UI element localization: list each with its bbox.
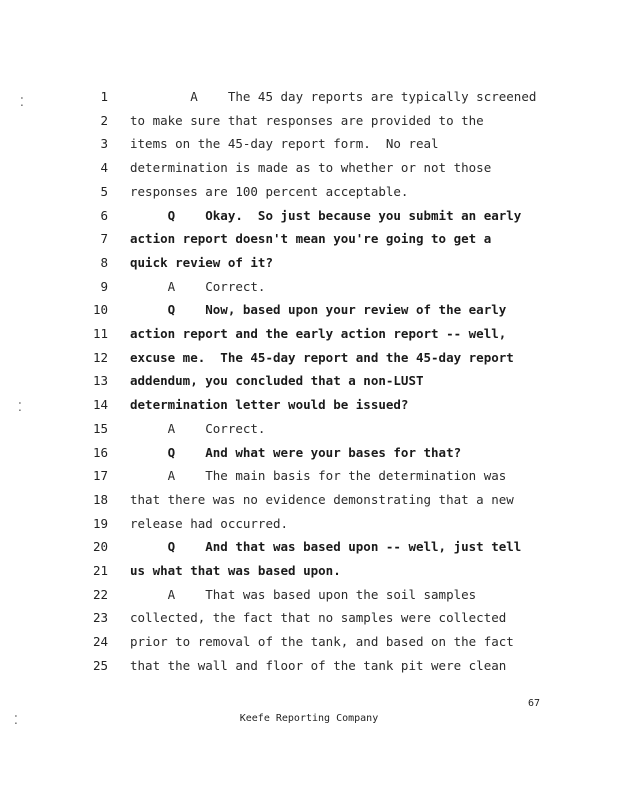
question-text: excuse me. The 45-day report and the 45-day report [130, 349, 514, 365]
answer-text: items on the 45-day report form. No real [130, 136, 439, 152]
transcript-line [0, 584, 618, 606]
answer-text: A Correct. [130, 420, 266, 436]
line-number: 18 [92, 491, 108, 507]
line-number: 7 [100, 231, 108, 247]
line-number: 9 [100, 278, 108, 294]
line-number: 4 [100, 160, 108, 176]
line-number: 3 [100, 136, 108, 152]
line-number: 16 [92, 444, 108, 460]
line-number: 25 [92, 657, 108, 673]
transcript-line [0, 323, 618, 345]
transcript-line [0, 560, 618, 582]
answer-text: A The 45 day reports are typically screened [130, 89, 537, 104]
transcript-line [0, 655, 618, 677]
line-number: 5 [100, 183, 108, 199]
answer-text: to make sure that responses are provided to the [130, 112, 484, 128]
transcript-line [0, 157, 618, 179]
transcript-line [0, 370, 618, 392]
question-text: action report and the early action report -- well, [130, 326, 507, 341]
transcript-line [0, 86, 618, 108]
transcript-line [0, 347, 618, 369]
transcript-line [0, 536, 618, 558]
line-number: 23 [92, 610, 108, 626]
line-number: 21 [92, 563, 108, 578]
question-text: addendum, you concluded that a non-LUST [130, 373, 424, 389]
line-number: 13 [92, 373, 108, 389]
margin-mark-middle: ⁚ [18, 400, 22, 414]
question-text: Q Now, based upon your review of the early [130, 302, 507, 318]
transcript-line [0, 394, 618, 416]
line-number: 15 [92, 420, 108, 436]
transcript-line [0, 252, 618, 274]
answer-text: determination is made as to whether or not those [130, 160, 492, 176]
answer-text: responses are 100 percent acceptable. [130, 183, 409, 199]
transcript-line [0, 181, 618, 203]
question-text: action report doesn't mean you're going to get a [130, 231, 492, 247]
line-number: 19 [92, 515, 108, 531]
margin-mark-bottom: ⁚ [14, 713, 18, 727]
answer-text: A The main basis for the determination was [130, 468, 507, 484]
line-number: 1 [100, 89, 108, 104]
question-text: Q Okay. So just because you submit an early [130, 207, 522, 223]
transcript-line [0, 418, 618, 440]
transcript-line [0, 465, 618, 487]
question-text: us what that was based upon. [130, 563, 341, 578]
answer-text: that there was no evidence demonstrating that a new [130, 491, 514, 507]
transcript-line [0, 442, 618, 464]
answer-text: release had occurred. [130, 515, 289, 531]
margin-mark-top: ⁚ [20, 95, 24, 109]
line-number: 14 [92, 397, 108, 413]
answer-text: collected, the fact that no samples were collected [130, 610, 507, 626]
transcript-line [0, 228, 618, 250]
page-number: 67 [528, 698, 541, 709]
transcript-line [0, 205, 618, 227]
transcript-line [0, 513, 618, 535]
line-number: 12 [92, 349, 108, 365]
question-text: Q And what were your bases for that? [130, 444, 462, 460]
answer-text: A That was based upon the soil samples [130, 586, 477, 602]
line-number: 8 [100, 254, 108, 270]
transcript-line [0, 276, 618, 298]
transcript-line [0, 631, 618, 653]
question-text: quick review of it? [130, 254, 273, 270]
line-number: 11 [92, 326, 108, 341]
transcript-line [0, 110, 618, 132]
question-text: Q And that was based upon -- well, just tell [130, 539, 522, 555]
line-number: 22 [92, 586, 108, 602]
answer-text: A Correct. [130, 278, 266, 294]
transcript-line [0, 133, 618, 155]
transcript-line [0, 299, 618, 321]
question-text: determination letter would be issued? [130, 397, 409, 413]
line-number: 2 [100, 112, 108, 128]
transcript-line [0, 489, 618, 511]
transcript-line [0, 607, 618, 629]
line-number: 17 [92, 468, 108, 484]
footer-reporter-name: Keefe Reporting Company [239, 713, 379, 724]
line-number: 20 [92, 539, 108, 555]
line-number: 6 [100, 207, 108, 223]
answer-text: that the wall and floor of the tank pit were clean [130, 657, 507, 673]
line-number: 24 [92, 634, 108, 650]
line-number: 10 [92, 302, 108, 318]
answer-text: prior to removal of the tank, and based on the fact [130, 634, 514, 650]
